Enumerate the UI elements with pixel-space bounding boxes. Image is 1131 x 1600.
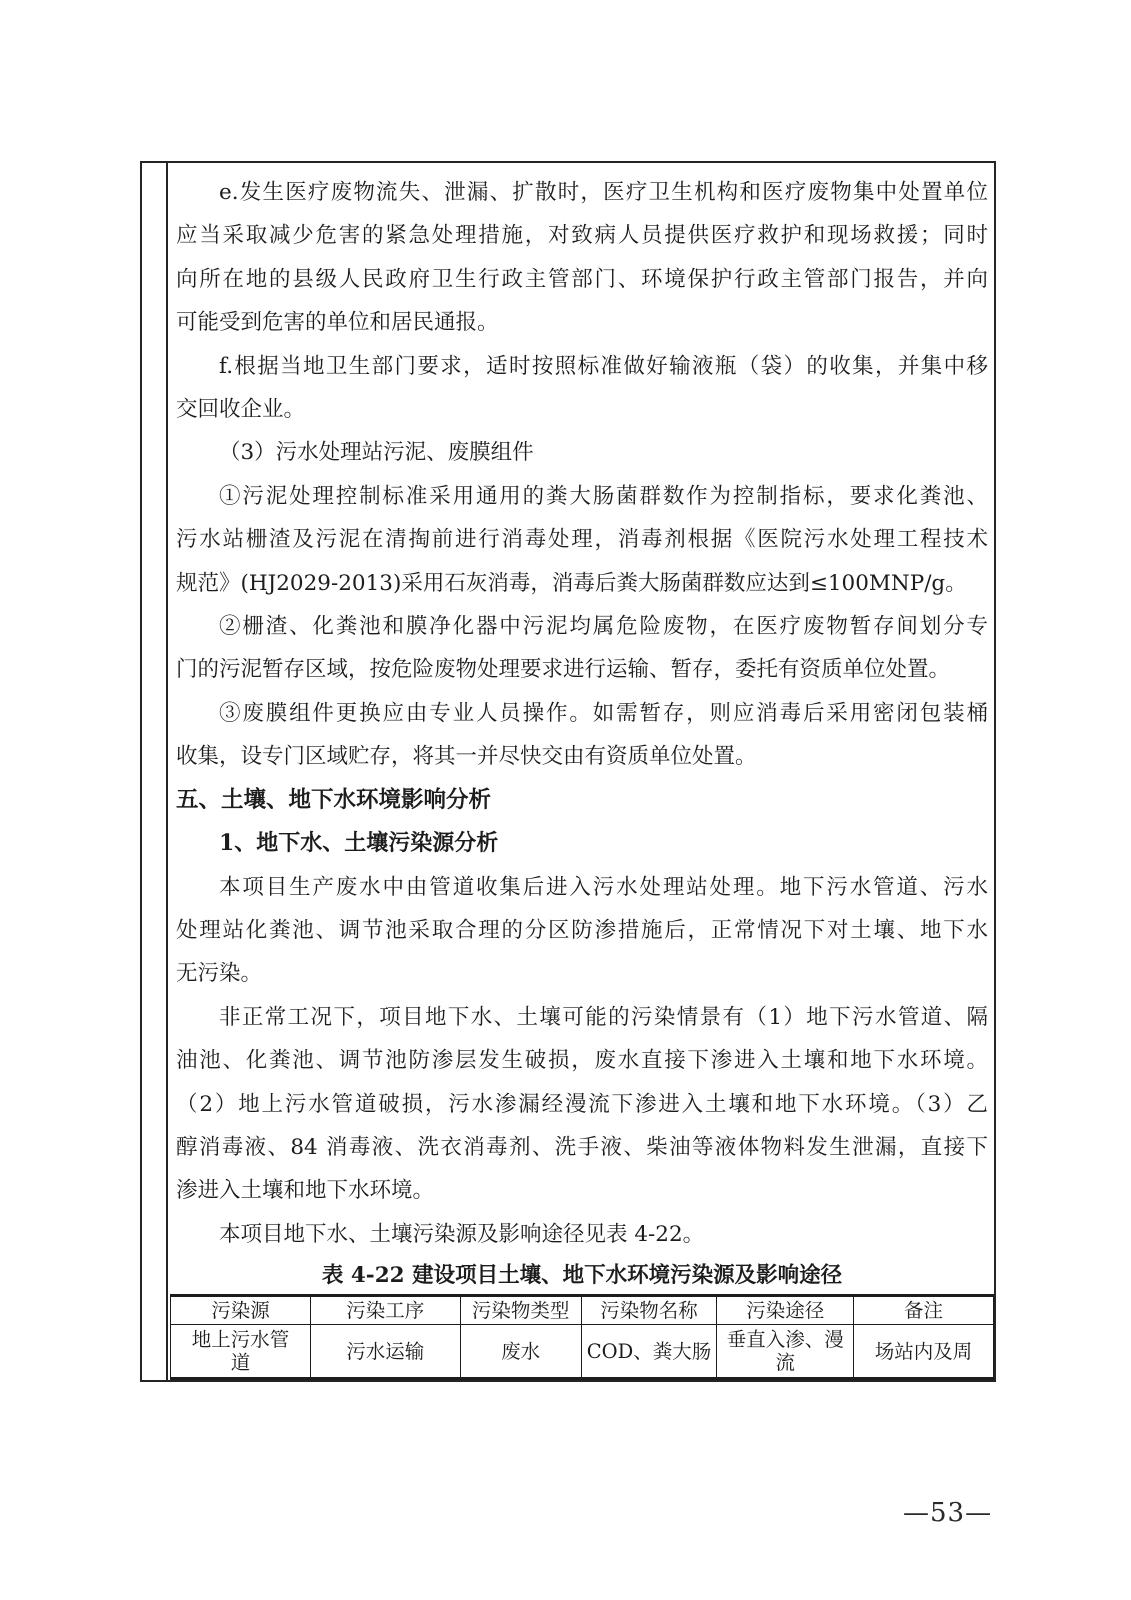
left-inner-border: [166, 163, 168, 1380]
header-cell: 备注: [854, 1296, 994, 1325]
paragraph-line: 应当采取减少危害的紧急处理措施，对致病人员提供医疗救护和现场救援；同时: [176, 223, 988, 249]
page-number: —53—: [903, 1498, 993, 1528]
paragraph-line: ②栅渣、化粪池和膜净化器中污泥均属危险废物，在医疗废物暂存间划分专: [219, 614, 988, 640]
paragraph-line: （3）污水处理站污泥、废膜组件: [219, 440, 534, 466]
cell-line: 废水: [501, 1339, 541, 1363]
content-area: [170, 163, 994, 1380]
cell-line: COD、粪大肠: [586, 1339, 712, 1363]
paragraph-line: 渗进入土壤和地下水环境。: [176, 1178, 435, 1204]
cell-line: 道: [230, 1351, 251, 1375]
table-cell: [854, 1325, 994, 1380]
cell-line: 流: [775, 1351, 795, 1375]
cell-line: 污水运输: [346, 1339, 425, 1363]
table-cell: [717, 1325, 854, 1380]
paragraph-line: 收集，设专门区域贮存，将其一并尽快交由有资质单位处置。: [176, 744, 757, 770]
table-title: 表 4-22 建设项目土壤、地下水环境污染源及影响途径: [321, 1263, 843, 1289]
header-cell: 污染物类型: [460, 1296, 581, 1325]
table-cell: [581, 1325, 717, 1380]
table-body: [171, 1325, 994, 1380]
paragraph-line: 规范》(HJ2029-2013)采用石灰消毒，消毒后粪大肠菌群数应达到≤100MNP/g。: [176, 570, 967, 596]
paragraph-line: 无污染。: [176, 961, 263, 987]
paragraph-line: 门的污泥暂存区域，按危险废物处理要求进行运输、暂存，委托有资质单位处置。: [176, 657, 951, 683]
table-cell: [310, 1325, 460, 1380]
table-cell: [460, 1325, 581, 1380]
paragraph-line: 交回收企业。: [176, 397, 306, 423]
paragraph-line: （2）地上污水管道破损，污水渗漏经漫流下渗进入土壤和地下水环境。（3）乙: [176, 1091, 988, 1117]
text-blocks: [176, 171, 988, 1256]
section-heading: 五、土壤、地下水环境影响分析: [176, 786, 492, 813]
table-cell: [171, 1325, 311, 1380]
paragraph-line: e.发生医疗废物流失、泄漏、扩散时，医疗卫生机构和医疗废物集中处置单位: [219, 180, 988, 205]
paragraph-line: ①污泥处理控制标准采用通用的粪大肠菌群数作为控制指标，要求化粪池、: [219, 483, 988, 509]
paragraph-line: 本项目生产废水中由管道收集后进入污水处理站处理。地下污水管道、污水: [219, 874, 988, 900]
paragraph-line: 向所在地的县级人民政府卫生行政主管部门、环境保护行政主管部门报告，并向: [176, 266, 988, 292]
paragraph-line: f.根据当地卫生部门要求，适时按照标准做好输液瓶（袋）的收集，并集中移: [219, 353, 988, 379]
paragraph-line: 可能受到危害的单位和居民通报。: [176, 310, 499, 336]
paragraph-line: 非正常工况下，项目地下水、土壤可能的污染情景有（1）地下污水管道、隔: [219, 1004, 988, 1030]
paragraph-line: 油池、化粪池、调节池防渗层发生破损，废水直接下渗进入土壤和地下水环境。: [176, 1048, 988, 1074]
header-cell: 污染物名称: [581, 1296, 717, 1325]
content-frame: [140, 161, 996, 1382]
table-header-row: [171, 1296, 994, 1325]
header-cell: 污染工序: [310, 1296, 460, 1325]
cell-line: 场站内及周: [874, 1339, 973, 1363]
paragraph-line: ③废膜组件更换应由专业人员操作。如需暂存，则应消毒后采用密闭包装桶: [219, 700, 988, 726]
header-cell: 污染源: [171, 1296, 311, 1325]
paragraph-line: 本项目地下水、土壤污染源及影响途径见表 4-22。: [219, 1221, 705, 1247]
subsection-heading: 1、地下水、土壤污染源分析: [219, 830, 499, 857]
table-row: [171, 1325, 994, 1380]
header-cell: 污染途径: [717, 1296, 854, 1325]
paragraph-line: 污水站栅渣及污泥在清掏前进行消毒处理，消毒剂根据《医院污水处理工程技术: [176, 527, 988, 553]
cell-line: 垂直入渗、漫: [726, 1328, 844, 1352]
table-head: [171, 1296, 994, 1325]
cell-line: 地上污水管: [191, 1328, 290, 1352]
paragraph-line: 处理站化粪池、调节池采取合理的分区防渗措施后，正常情况下对土壤、地下水: [176, 917, 988, 943]
pollution-source-table: [170, 1294, 994, 1380]
paragraph-line: 醇消毒液、84 消毒液、洗衣消毒剂、洗手液、柴油等液体物料发生泄漏，直接下: [176, 1134, 988, 1160]
